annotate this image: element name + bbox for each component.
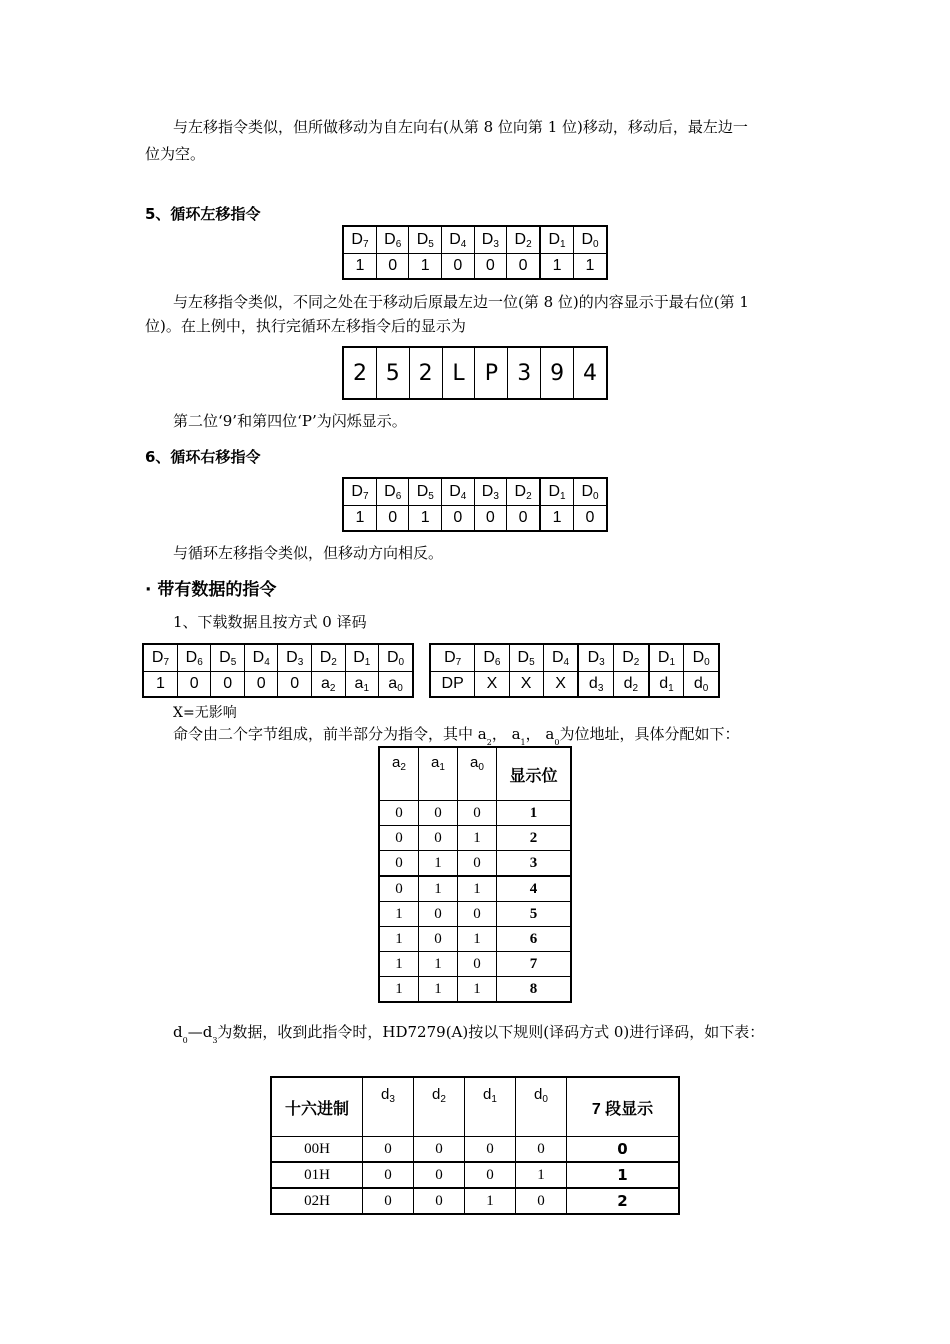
table-row [271,1162,679,1188]
table-cell: 1 [419,977,458,1003]
table-cell: 0 [414,1137,465,1163]
bit-value: 0 [474,506,507,532]
rotate-left-bit-table [342,225,608,280]
table-row [271,1137,679,1163]
paragraph-shift-right-line2: 位为空。 [145,145,206,163]
bit-header: $D_4$ [442,226,475,254]
paragraph-command-structure: 命令由二个字节组成，前半部分为指令，其中 $a_2$， $a_1$， $a_0$为位地址，具体分配如下： [173,725,740,747]
bit-value: 0 [376,254,409,280]
table-cell: 2 [497,826,572,851]
hex-header-d2: $d_2$ [414,1077,465,1137]
table-cell: 1 [458,876,497,902]
table-cell: 8 [497,977,572,1003]
bit-header: $D_1$ [649,644,684,672]
bit-header: $D_1$ [540,226,573,254]
bit-header: $D_7$ [343,478,376,506]
table-cell: 0 [379,801,419,826]
bit-header: $D_5$ [409,478,442,506]
table-cell: 0 [379,826,419,851]
bit-header: $D_7$ [430,644,475,672]
table-cell: 1 [567,1162,680,1188]
bit-value: X [509,672,543,698]
table-cell: 7 [497,952,572,977]
table-cell: 1 [419,851,458,877]
bit-value: 0 [244,672,278,698]
table-cell: 1 [465,1188,516,1214]
table-cell: 1 [379,952,419,977]
paragraph-data-decode: $d_0—d_3$为数据，收到此指令时，HD7279(A)按以下规则(译码方式 0)进行译码，如下表： [173,1023,765,1045]
table-cell: 1 [458,977,497,1003]
bit-value: $d_3$ [578,672,613,698]
paragraph-shift-right-line1: 与左移指令类似，但所做移动为自左向右(从第 8 位向第 1 位)移动，移动后，最左边一 [173,118,748,136]
bit-header: $D_0$ [379,644,413,672]
display-digit: 9 [541,347,574,399]
table-cell: 0 [419,902,458,927]
table-cell: 4 [497,876,572,902]
bit-value: 0 [474,254,507,280]
table-row [379,952,571,977]
table-cell: 5 [497,902,572,927]
bit-value: 0 [574,506,608,532]
table-cell: 1 [379,977,419,1003]
bit-header: $D_5$ [409,226,442,254]
bit-header: $D_2$ [507,226,540,254]
table-cell: 0 [379,876,419,902]
addr-header-a1: $a_1$ [419,747,458,801]
table-cell: 3 [497,851,572,877]
addr-header-display-digit: 显示位 [497,747,572,801]
address-assignment-table [378,746,572,1003]
bit-header: $D_3$ [474,478,507,506]
table-cell: 1 [379,902,419,927]
table-cell: 1 [458,927,497,952]
bit-value: $a_0$ [379,672,413,698]
bit-value: $d_2$ [613,672,648,698]
table-cell: 01H [271,1162,363,1188]
paragraph-blink-note: 第二位‘9’和第四位‘P’为闪烁显示。 [173,412,407,430]
bit-value: 0 [507,254,540,280]
bit-value: 1 [409,254,442,280]
table-cell: 0 [567,1137,680,1163]
bit-header: $D_6$ [177,644,211,672]
bit-header: $D_0$ [684,644,719,672]
bit-header: $D_7$ [143,644,177,672]
bit-header: $D_4$ [442,478,475,506]
display-digit: 5 [376,347,409,399]
table-row [379,876,571,902]
command-byte1-table [142,643,414,698]
bit-value: 1 [343,506,376,532]
subsection-title-download-mode0: 1、下载数据且按方式 0 译码 [173,613,367,631]
table-cell: 00H [271,1137,363,1163]
bit-value: 0 [376,506,409,532]
bit-header: $D_1$ [540,478,573,506]
table-cell: 6 [497,927,572,952]
table-row [379,927,571,952]
table-cell: 1 [419,876,458,902]
bit-value: X [475,672,509,698]
bit-value: 1 [574,254,608,280]
bit-header: $D_5$ [509,644,543,672]
addr-header-a0: $a_0$ [458,747,497,801]
table-cell: 0 [516,1137,567,1163]
bit-value: 1 [540,254,573,280]
section-title-rotate-left: 5、循环左移指令 [145,205,261,223]
bit-value: $d_0$ [684,672,719,698]
bit-value: $d_1$ [649,672,684,698]
table-cell: 0 [458,902,497,927]
bit-header: $D_6$ [475,644,509,672]
table-cell: 0 [419,927,458,952]
table-cell: 0 [419,826,458,851]
table-row [379,902,571,927]
table-cell: 0 [419,801,458,826]
bit-value: 1 [409,506,442,532]
bit-value: 1 [143,672,177,698]
section-title-data-commands: · 带有数据的指令 [145,580,277,600]
bit-value: 0 [211,672,245,698]
section-title-rotate-right: 6、循环右移指令 [145,448,261,466]
bit-header: $D_1$ [345,644,379,672]
table-cell: 0 [458,851,497,877]
display-digit: 4 [574,347,607,399]
bit-header: $D_4$ [244,644,278,672]
hex-header-hex: 十六进制 [271,1077,363,1137]
bit-header: $D_2$ [312,644,346,672]
bit-header: $D_3$ [278,644,312,672]
hex-header-d3: $d_3$ [363,1077,414,1137]
bit-value: 1 [343,254,376,280]
rotate-right-bit-table [342,477,608,532]
table-cell: 0 [363,1162,414,1188]
display-digit: P [475,347,508,399]
bit-header: $D_0$ [574,226,608,254]
bit-value: 0 [278,672,312,698]
display-digit: 2 [343,347,376,399]
bit-header: $D_6$ [376,478,409,506]
table-cell: 0 [465,1137,516,1163]
table-cell: 1 [379,927,419,952]
table-cell: 1 [516,1162,567,1188]
bit-value: DP [430,672,475,698]
display-digit: L [442,347,475,399]
bit-header: $D_6$ [376,226,409,254]
bit-header: $D_2$ [507,478,540,506]
table-cell: 1 [419,952,458,977]
bit-header: $D_3$ [474,226,507,254]
bit-header: $D_2$ [613,644,648,672]
bit-value: 0 [507,506,540,532]
bit-value: 0 [177,672,211,698]
bit-value: $a_1$ [345,672,379,698]
table-cell: 0 [458,952,497,977]
bit-header: $D_4$ [543,644,578,672]
table-row [271,1188,679,1214]
table-cell: 1 [497,801,572,826]
bit-value: 0 [442,254,475,280]
table-cell: 1 [458,826,497,851]
table-row [379,851,571,877]
paragraph-rotate-left-line1: 与左移指令类似，不同之处在于移动后原最左边一位(第 8 位)的内容显示于最右位(第 1 [173,293,749,311]
table-cell: 0 [414,1162,465,1188]
paragraph-rotate-right: 与循环左移指令类似，但移动方向相反。 [173,544,444,562]
x-no-effect-note: X=无影响 [173,705,237,721]
table-cell: 0 [363,1137,414,1163]
bit-value: $a_2$ [312,672,346,698]
table-cell: 0 [465,1162,516,1188]
display-result-table [342,346,608,400]
table-cell: 02H [271,1188,363,1214]
table-cell: 0 [379,851,419,877]
bit-header: $D_7$ [343,226,376,254]
table-cell: 0 [414,1188,465,1214]
bit-value: X [543,672,578,698]
bit-value: 0 [442,506,475,532]
display-digit: 3 [508,347,541,399]
table-cell: 0 [458,801,497,826]
bit-header: $D_5$ [211,644,245,672]
command-byte2-table [429,643,720,698]
addr-header-a2: $a_2$ [379,747,419,801]
table-cell: 0 [516,1188,567,1214]
bit-header: $D_3$ [578,644,613,672]
bit-header: $D_0$ [574,478,608,506]
hex-decode-table [270,1076,680,1215]
table-row [379,977,571,1003]
hex-header-d1: $d_1$ [465,1077,516,1137]
hex-header-d0: $d_0$ [516,1077,567,1137]
table-cell: 0 [363,1188,414,1214]
display-digit: 2 [409,347,442,399]
paragraph-rotate-left-line2: 位)。在上例中，执行完循环左移指令后的显示为 [145,317,466,335]
table-row [379,826,571,851]
table-row [379,801,571,826]
hex-header-7seg: 7 段显示 [567,1077,680,1137]
table-cell: 2 [567,1188,680,1214]
bit-value: 1 [540,506,573,532]
